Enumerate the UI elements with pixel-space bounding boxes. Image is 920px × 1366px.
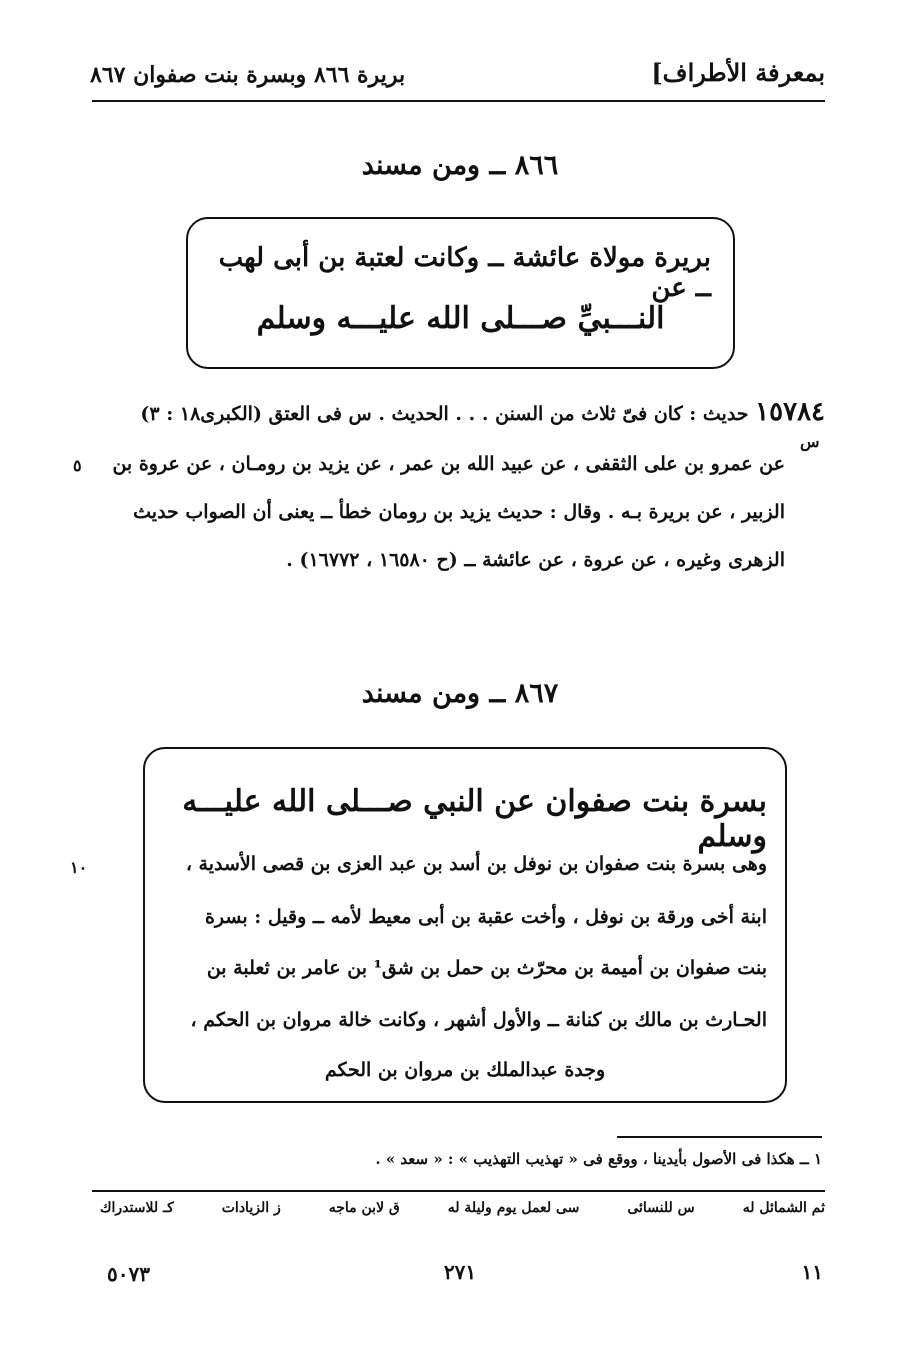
hadith-line-2: عن عمرو بن على الثقفى ، عن عبيد الله بن عمر ، عن يزيد بن رومـان ، عن عروة بن xyxy=(112,453,785,475)
margin-siglum: س xyxy=(800,432,820,451)
narrator-box-title: بسرة بنت صفوان عن النبي صـــلى الله عليـــه وسلم xyxy=(182,784,767,854)
abbrev-ziyadat: ز الزيادات xyxy=(221,1200,281,1216)
footnote: ١ ــ هكذا فى الأصول بأيدينا ، ووقع فى « تهذيب التهذيب » : « سعد » . xyxy=(375,1150,822,1168)
bio-line-2: ابنة أخى ورقة بن نوفل ، وأخت عقبة بن أبى معيط لأمه ــ وقيل : بسرة xyxy=(204,906,767,928)
hadith-line-3: الزبير ، عن بريرة بـه . وقال : حديث يزيد بن رومان خطأ ــ يعنى أن الصواب حديث xyxy=(133,501,785,523)
plate-number: ٥٠٧٣ xyxy=(107,1262,150,1286)
bio-line-4: الحـارث بن مالك بن كنانة ــ والأول أشهر ، وكانت خالة مروان بن الحكم ، xyxy=(190,1009,767,1031)
hadith-line-1 xyxy=(100,397,825,427)
abbrev-shamail: ثم الشمائل له xyxy=(742,1200,825,1216)
volume-number: ١١ xyxy=(801,1260,823,1284)
bio-line-3: بنت صفوان بن أميمة بن محرّث بن حمل بن شق¹ بن عامر بن ثعلبة بن xyxy=(206,957,767,979)
section-title-866: ٨٦٦ ــ ومن مسند xyxy=(361,150,559,181)
narrator-box-busra xyxy=(143,747,787,1103)
section-title-867: ٨٦٧ ــ ومن مسند xyxy=(361,678,559,709)
hadith-text-1: حديث : كان فىّ ثلاث من السنن . . . الحديث . س فى العتق (الكبرى١٨ : ٣) xyxy=(140,403,749,425)
abbrev-nasai: س للنسائى xyxy=(627,1200,695,1216)
narrator-box-line2: النـــبيِّ صـــلى الله عليـــه وسلم xyxy=(256,301,665,336)
hadith-line-4: الزهرى وغيره ، عن عروة ، عن عائشة ــ (ح ١٦٥٨٠ ، ١٦٧٧٢) . xyxy=(286,549,785,571)
footnote-rule xyxy=(617,1136,822,1138)
line-number-10: ١٠ xyxy=(70,858,88,877)
running-header-right: بمعرفة الأطراف] xyxy=(651,58,825,87)
abbrev-amal-yawm: سى لعمل يوم وليلة له xyxy=(447,1200,580,1216)
bio-line-1: وهى بسرة بنت صفوان بن نوفل بن أسد بن عبد العزى بن قصى الأسدية ، xyxy=(185,853,767,875)
bio-line-5: وجدة عبدالملك بن مروان بن الحكم xyxy=(324,1059,606,1081)
header-rule xyxy=(92,100,825,102)
narrator-box-line1: بريرة مولاة عائشة ــ وكانت لعتبة بن أبى لهب ــ عن xyxy=(218,243,711,303)
abbrev-ibn-majah: ق لابن ماجه xyxy=(328,1200,400,1216)
abbreviations-rule xyxy=(92,1190,825,1192)
abbreviations-line xyxy=(100,1200,825,1216)
page-number: ٢٧١ xyxy=(443,1260,477,1284)
line-number-5: ٥ xyxy=(73,456,82,475)
abbrev-istidrak: كـ للاستدراك xyxy=(100,1200,174,1216)
hadith-number: ١٥٧٨٤ xyxy=(755,397,825,427)
running-header-left: بريرة ٨٦٦ وبسرة بنت صفوان ٨٦٧ xyxy=(90,62,406,88)
narrator-box-barira xyxy=(186,217,735,369)
